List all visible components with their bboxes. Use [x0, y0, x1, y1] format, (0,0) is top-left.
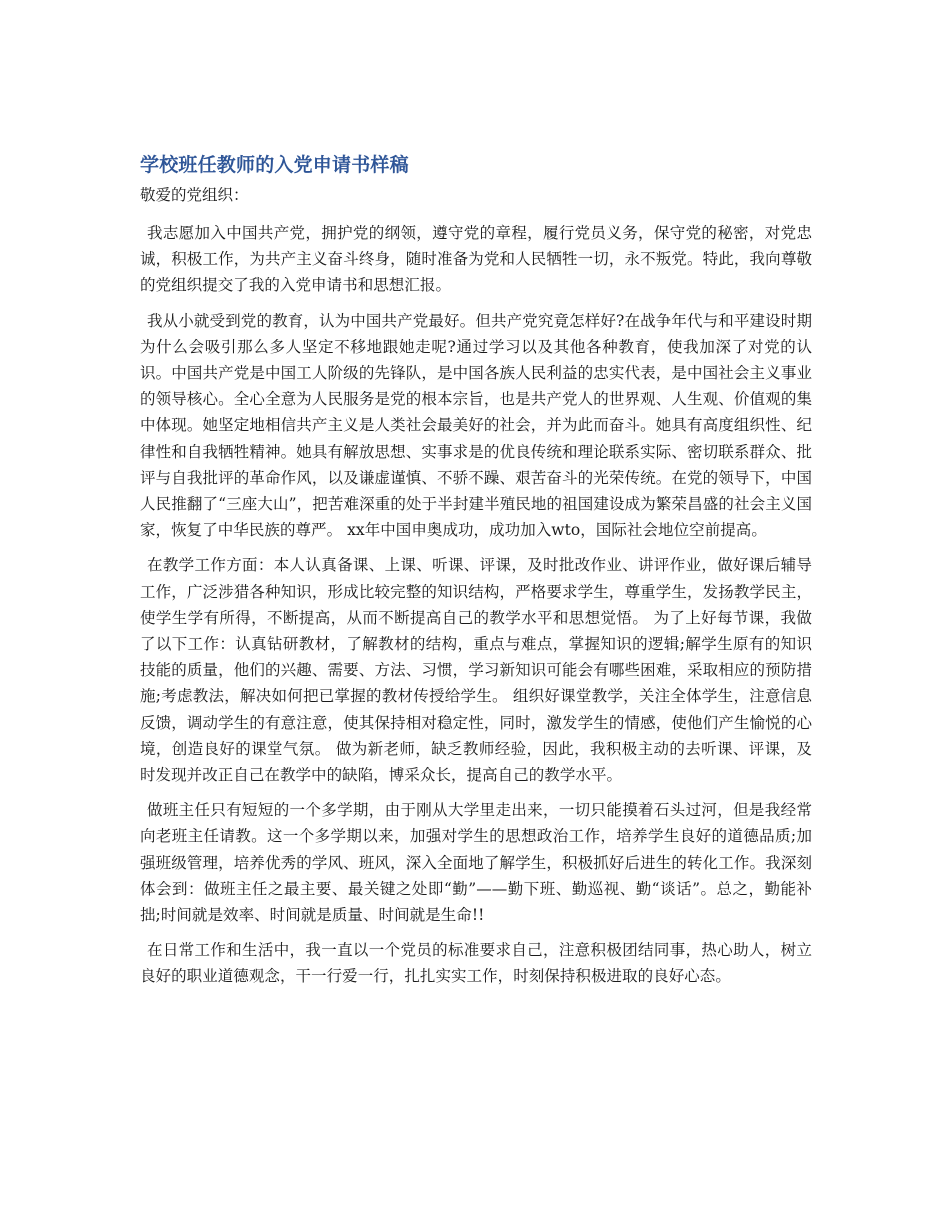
document-title: 学校班任教师的入党申请书样稿: [140, 154, 409, 176]
salutation: 敬爱的党组织：: [140, 186, 249, 204]
paragraph-party-understanding: 我从小就受到党的教育，认为中国共产党最好。但共产党究竟怎样好?在战争年代与和平建设时期为什么会吸引那么多人坚定不移地跟她走呢?通过学习以及其他各种教育，使我加深了对党的认识。中国共产党是中国工人阶级的先锋队，是中国各族人民利益的忠实代表，是中国社会主义事业的领导核心。全心全意为人民服务是党的根本宗旨，也是共产党人的世界观、人生观、价值观的集中体现。她坚定地相信共产主义是人类社会最美好的社会，并为此而奋斗。她具有高度组织性、纪律性和自我牺牲精神。她具有解放思想、实事求是的优良传统和理论联系实际、密切联系群众、批评与自我批评的革命作风，以及谦虚谨慎、不骄不躁、艰苦奋斗的光荣传统。在党的领导下，中国人民推翻了“三座大山”，把苦难深重的处于半封建半殖民地的祖国建设成为繁荣昌盛的社会主义国家，恢复了中华民族的尊严。 xx年中国申奥成功，成功加入wto，国际社会地位空前提高。: [140, 311, 812, 540]
paragraph-pledge: 我志愿加入中国共产党，拥护党的纲领，遵守党的章程，履行党员义务，保守党的秘密，对党忠诚，积极工作，为共产主义奋斗终身，随时准备为党和人民牺牲一切，永不叛党。特此，我向尊敬的党组织提交了我的入党申请书和思想汇报。: [140, 224, 812, 295]
paragraph-daily-conduct: 在日常工作和生活中，我一直以一个党员的标准要求自己，注意积极团结同事，热心助人，树立良好的职业道德观念，干一行爱一行，扎扎实实工作，时刻保持积极进取的良好心态。: [140, 941, 812, 986]
paragraph-class-teacher-work: 做班主任只有短短的一个多学期，由于刚从大学里走出来，一切只能摸着石头过河，但是我经常向老班主任请教。这一个多学期以来，加强对学生的思想政治工作，培养学生良好的道德品质;加强班级管理，培养优秀的学风、班风，深入全面地了解学生，积极抓好后进生的转化工作。我深刻体会到：做班主任之最主要、最关键之处即“勤”——勤下班、勤巡视、勤“谈话”。总之，勤能补拙;时间就是效率、时间就是质量、时间就是生命!!: [140, 801, 812, 925]
document-body: [140, 148, 812, 999]
paragraph-teaching-work: 在教学工作方面：本人认真备课、上课、听课、评课，及时批改作业、讲评作业，做好课后辅导工作，广泛涉猎各种知识，形成比较完整的知识结构，严格要求学生，尊重学生，发扬教学民主，使学生学有所得，不断提高，从而不断提高自己的教学水平和思想觉悟。 为了上好每节课，我做了以下工作：认真钻研教材，了解教材的结构，重点与难点，掌握知识的逻辑;解学生原有的知识技能的质量，他们的兴趣、需要、方法、习惯，学习新知识可能会有哪些困难，采取相应的预防措施;考虑教法，解决如何把已掌握的教材传授给学生。 组织好课堂教学，关注全体学生，注意信息反馈，调动学生的有意注意，使其保持相对稳定性，同时，激发学生的情感，使他们产生愉悦的心境，创造良好的课堂气氛。 做为新老师，缺乏教师经验，因此，我积极主动的去听课、评课，及时发现并改正自己在教学中的缺陷，博采众长，提高自己的教学水平。: [140, 556, 812, 785]
